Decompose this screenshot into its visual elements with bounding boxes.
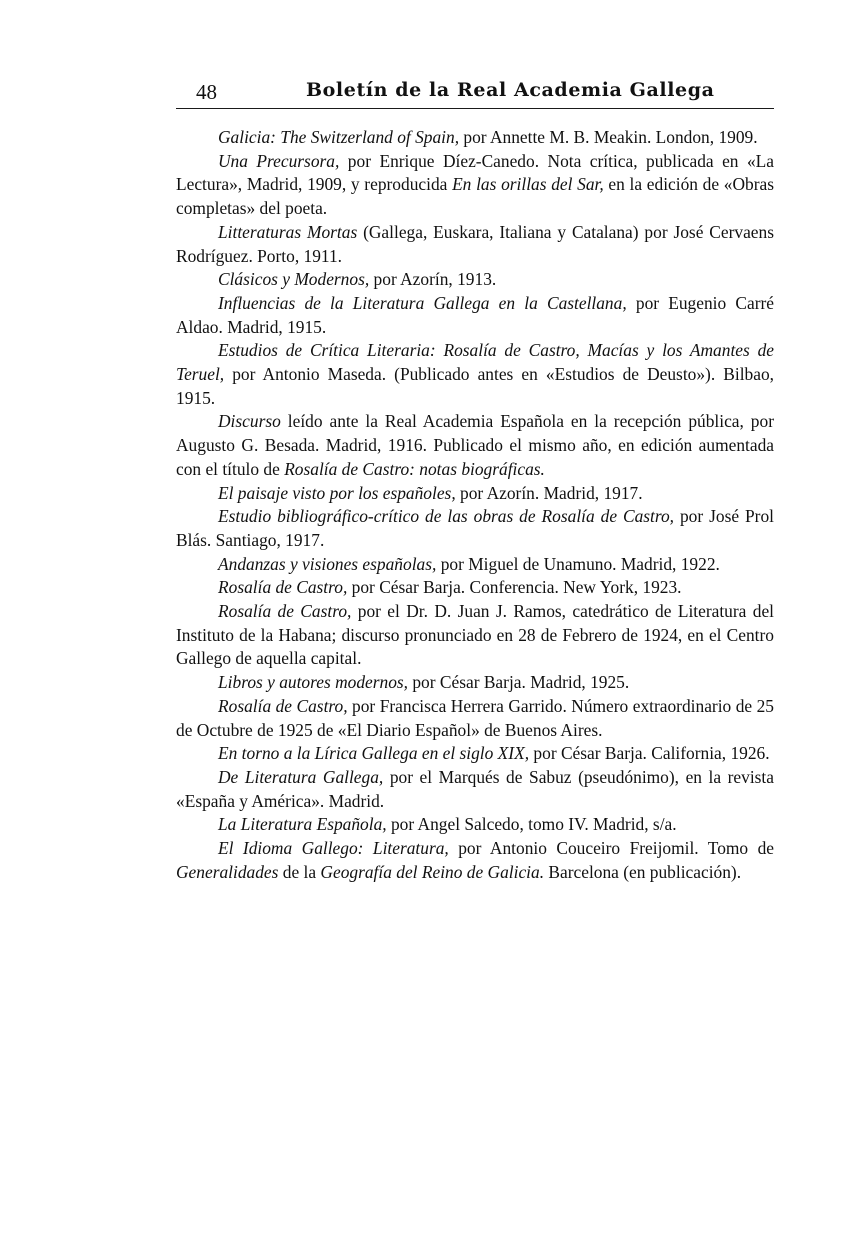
entry-title: El Idioma Gallego: Literatura, (218, 838, 449, 859)
bibliography-entry (176, 150, 774, 221)
entry-text-secondary: de la (278, 861, 321, 882)
entry-title: Libros y autores modernos, (218, 672, 409, 693)
entry-text: por el Marqués de Sabuz (pseudónimo), en la revista «España y América». Madrid. (176, 766, 774, 811)
entry-title-tertiary: Geografía del Reino de Galicia. (320, 861, 545, 882)
entry-title-secondary: Rosalía de Castro: notas biográficas. (284, 458, 545, 479)
entry-text: por Miguel de Unamuno. Madrid, 1922. (436, 553, 720, 574)
entry-text: por Azorín, 1913. (369, 269, 497, 290)
entry-text: por el Dr. D. Juan J. Ramos, catedrático de Literatura del Instituto de la Habana; discurso pronunciado en 28 de Febrero de 1924, en el Centro Gallego de aquella capital. (176, 601, 774, 669)
entry-title: Estudio bibliográfico-crítico de las obras de Rosalía de Castro, (218, 506, 675, 527)
bibliography-entry (176, 695, 774, 742)
entry-title: La Literatura Española, (218, 814, 387, 835)
bibliography-entry (176, 292, 774, 339)
bibliography-list (176, 126, 774, 885)
entry-text-tertiary: Barcelona (en publicación). (544, 861, 742, 882)
bibliography-entry (176, 268, 774, 292)
entry-title: Rosalía de Castro, (218, 695, 348, 716)
bibliography-entry (176, 126, 774, 150)
bibliography-entry (176, 410, 774, 481)
entry-title: Influencias de la Literatura Gallega en la Castellana, (218, 292, 627, 313)
entry-title: El paisaje visto por los españoles, (218, 482, 456, 503)
entry-text: por Antonio Couceiro Freijomil. Tomo de (448, 838, 774, 859)
bibliography-entry (176, 813, 774, 837)
entry-text: por Azorín. Madrid, 1917. (455, 482, 643, 503)
entry-text: por César Barja. California, 1926. (529, 743, 770, 764)
bibliography-entry (176, 553, 774, 577)
entry-title: Discurso (218, 411, 281, 432)
entry-title-secondary: En las orillas del Sar, (452, 174, 604, 195)
running-title: Boletín de la Real Academia Gallega (306, 79, 715, 101)
entry-text: por Eugenio Carré Aldao. Madrid, 1915. (176, 292, 774, 337)
entry-text: por César Barja. Conferencia. New York, 1923. (347, 577, 682, 598)
bibliography-entry (176, 339, 774, 410)
entry-title: Galicia: The Switzerland of Spain, (218, 127, 460, 147)
entry-text: leído ante la Real Academia Española en la recepción pública, por Augusto G. Besada. Madrid, 1916. Publicado el mismo año, en edición aumentada con el título de (176, 411, 774, 479)
entry-title: Una Precursora, (218, 150, 340, 171)
bibliography-entry (176, 576, 774, 600)
bibliography-entry (176, 600, 774, 671)
bibliography-entry (176, 766, 774, 813)
bibliography-entry (176, 505, 774, 552)
entry-title: Rosalía de Castro, (218, 577, 348, 598)
entry-text: por César Barja. Madrid, 1925. (408, 672, 630, 693)
bibliography-entry (176, 837, 774, 884)
entry-text: por José Prol Blás. Santiago, 1917. (176, 506, 774, 550)
entry-title-secondary: Generalidades (176, 861, 279, 882)
entry-text: por Annette M. B. Meakin. London, 1909. (459, 127, 758, 147)
bibliography-entry (176, 482, 774, 506)
entry-title: Litteraturas Mortas (218, 221, 358, 242)
entry-text: por Angel Salcedo, tomo IV. Madrid, s/a. (386, 814, 677, 835)
entry-title: En torno a la Lírica Gallega en el siglo XIX, (218, 743, 530, 764)
entry-title: Estudios de Crítica Literaria: Rosalía de Castro, Macías y los Amantes de Teruel, (176, 340, 774, 385)
page-header (176, 78, 774, 109)
entry-text: por Francisca Herrera Garrido. Número extraordinario de 25 de Octubre de 1925 de «El Diario Español» de Buenos Aires. (176, 695, 774, 740)
entry-text-secondary: en la edición de «Obras completas» del poeta. (176, 174, 775, 219)
entry-text: por Antonio Maseda. (Publicado antes en «Estudios de Deusto»). Bilbao, 1915. (176, 364, 774, 408)
entry-title: Andanzas y visiones españolas, (218, 553, 437, 574)
entry-title: De Literatura Gallega, (218, 766, 384, 787)
entry-text: por Enrique Díez-Canedo. Nota crítica, publicada en «La Lectura», Madrid, 1909, y reproducida (176, 150, 774, 195)
entry-text: (Gallega, Euskara, Italiana y Catalana) por José Cervaens Rodríguez. Porto, 1911. (176, 221, 774, 266)
bibliography-entry (176, 671, 774, 695)
entry-title: Clásicos y Modernos, (218, 269, 370, 290)
bibliography-entry (176, 742, 774, 766)
entry-title: Rosalía de Castro, (218, 601, 352, 622)
page-number: 48 (196, 80, 217, 104)
bibliography-entry (176, 221, 774, 268)
